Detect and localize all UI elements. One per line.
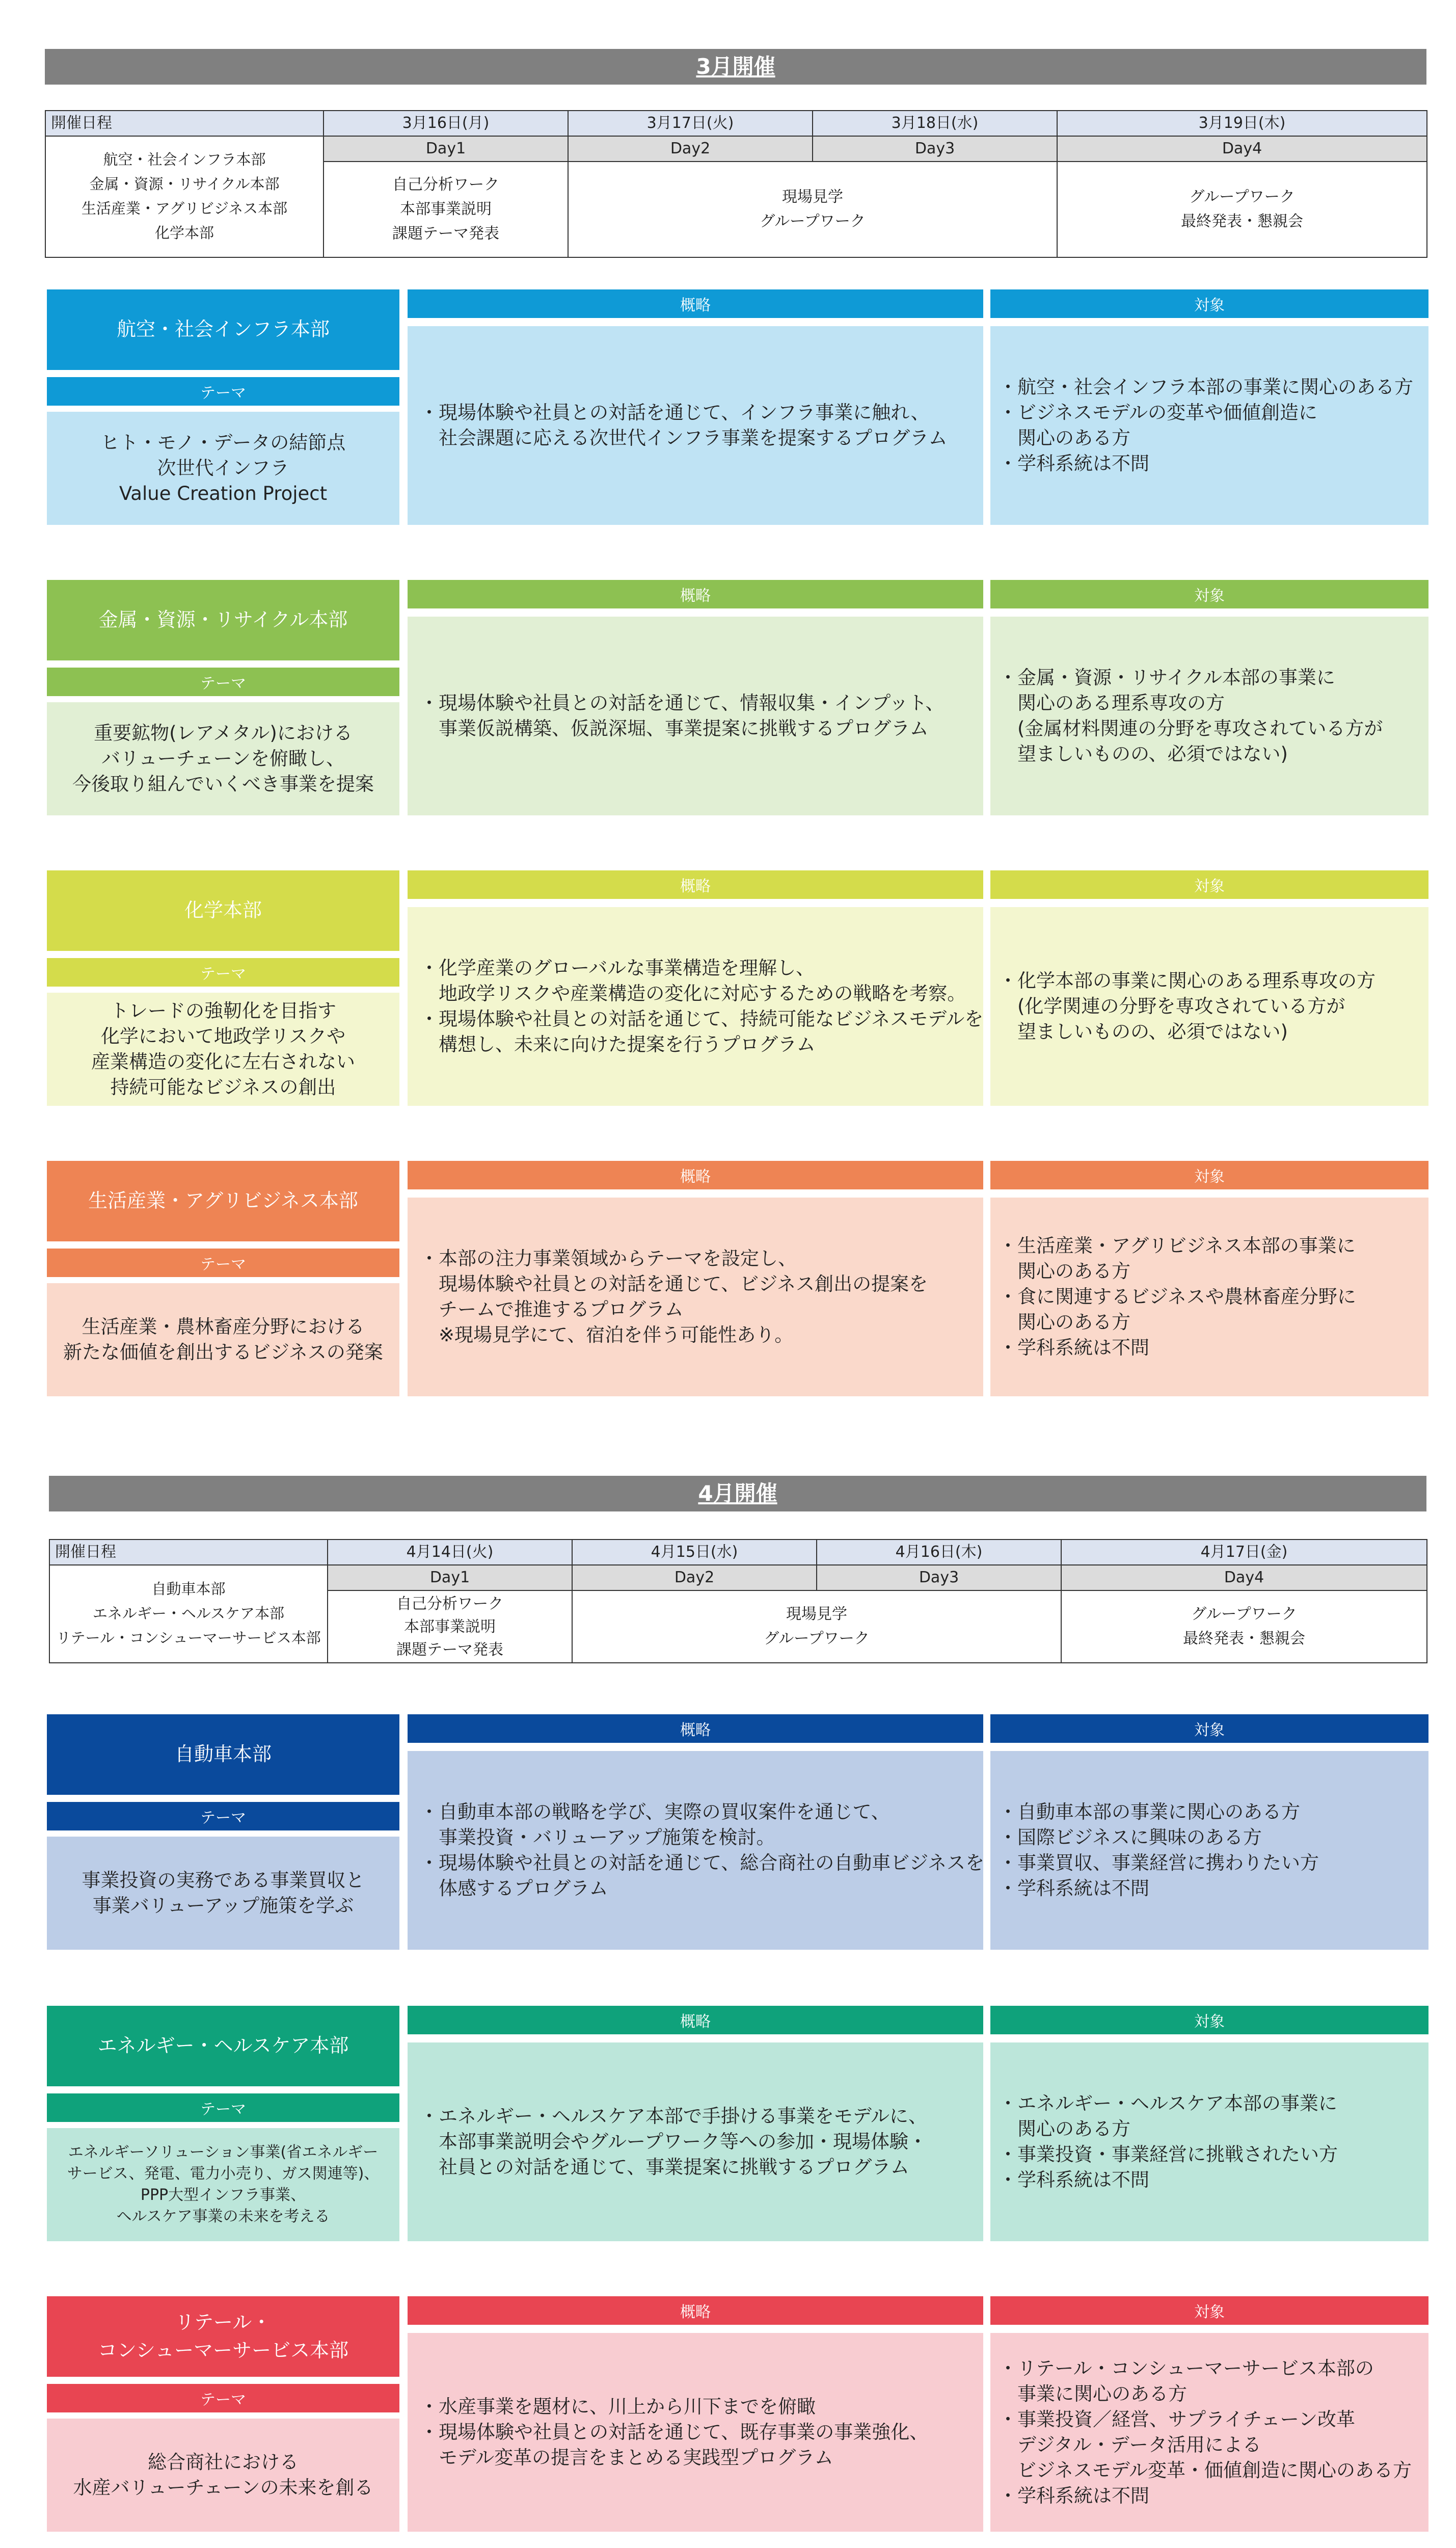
target-header: 対象: [990, 580, 1428, 608]
march-banner: [45, 49, 1426, 85]
theme-label: テーマ: [47, 1249, 399, 1277]
overview-header: 概略: [408, 1161, 983, 1189]
overview-line: ※現場見学にて、宿泊を伴う可能性あり。: [420, 1323, 794, 1346]
overview-line: ・エネルギー・ヘルスケア本部で手掛ける事業をモデルに、: [420, 2105, 928, 2128]
overview-line: 事業仮説構築、仮説深堀、事業提案に挑戦するプログラム: [420, 718, 929, 739]
overview-line: ・本部の注力事業領域からテーマを設定し、: [420, 1248, 797, 1270]
april-banner-title: 4月開催: [698, 1481, 777, 1506]
target-header: 対象: [990, 2006, 1428, 2034]
department-section: [47, 870, 1428, 1106]
target-line: ・学科系統は不問: [999, 1336, 1149, 1359]
department-title: [47, 580, 399, 660]
target-line: 関心のある理系専攻の方: [999, 692, 1225, 714]
day1-activities: [323, 162, 568, 257]
activity: 本部事業説明: [400, 200, 492, 218]
department-name-line: 自動車本部: [174, 1743, 272, 1766]
department-title: [47, 1161, 399, 1241]
activity: 自己分析ワーク: [396, 1595, 503, 1613]
theme-line: 今後取り組んでいくべき事業を提案: [72, 773, 374, 795]
activity: 最終発表・懇親会: [1183, 1630, 1305, 1648]
dept-list-item: 化学本部: [154, 224, 214, 242]
theme-line: サービス、発電、電力小売り、ガス関連等)、: [67, 2165, 380, 2183]
date-cell: 3月18日(水): [813, 111, 1057, 136]
overview-line: ・自動車本部の戦略を学び、実際の買収案件を通じて、: [420, 1801, 890, 1823]
target-line: 関心のある方: [999, 2118, 1130, 2140]
department-name-line: 金属・資源・リサイクル本部: [98, 608, 348, 631]
dept-list-item: 生活産業・アグリビジネス本部: [81, 200, 288, 217]
overview-line: 構想し、未来に向けた提案を行うプログラム: [420, 1033, 816, 1055]
department-title: [47, 1714, 399, 1795]
target-content: [990, 2333, 1428, 2532]
activity: 課題テーマ発表: [396, 1640, 503, 1659]
activity: 現場見学: [786, 1605, 847, 1623]
march-banner-title: 3月開催: [696, 54, 775, 79]
department-section: [47, 580, 1428, 815]
schedule-label: 開催日程: [49, 1540, 328, 1565]
target-line: 関心のある方: [999, 427, 1130, 449]
day23-activities: [568, 162, 1057, 257]
activity: グループワーク: [1191, 1605, 1297, 1623]
target-line: ・ビジネスモデルの変革や価値創造に: [999, 402, 1318, 424]
day-cell: Day3: [813, 136, 1057, 162]
april-schedule-table: [49, 1539, 1427, 1663]
department-section: [47, 289, 1428, 525]
overview-header: 概略: [408, 580, 983, 608]
overview-line: ・現場体験や社員との対話を通じて、インフラ事業に触れ、: [420, 402, 930, 424]
target-line: ・航空・社会インフラ本部の事業に関心のある方: [999, 376, 1413, 399]
target-line: ・事業投資・事業経営に挑戦されたい方: [999, 2143, 1338, 2165]
theme-line: 重要鉱物(レアメタル)における: [94, 722, 353, 745]
overview-line: 社会課題に応える次世代インフラ事業を提案するプログラム: [420, 427, 948, 449]
overview-header: 概略: [408, 2006, 983, 2034]
department-name-line: 航空・社会インフラ本部: [116, 318, 330, 341]
overview-content: [408, 326, 983, 525]
target-line: ・食に関連するビジネスや農林畜産分野に: [999, 1286, 1356, 1308]
target-line: (化学関連の分野を専攻されている方が: [999, 995, 1345, 1018]
day-cell: Day3: [817, 1565, 1061, 1590]
activity: グループワーク: [760, 213, 866, 230]
activity: グループワーク: [1189, 188, 1295, 206]
overview-content: [408, 2333, 983, 2532]
dept-list-item: 金属・資源・リサイクル本部: [89, 175, 280, 193]
target-line: ・学科系統は不問: [999, 2168, 1149, 2191]
overview-line: 本部事業説明会やグループワーク等への参加・現場体験・: [420, 2131, 928, 2153]
date-cell: 4月15日(水): [572, 1540, 817, 1565]
activity: グループワーク: [764, 1630, 870, 1648]
overview-line: ・現場体験や社員との対話を通じて、既存事業の事業強化、: [420, 2421, 929, 2444]
overview-header: 概略: [408, 2296, 983, 2325]
theme-label: テーマ: [47, 2384, 399, 2412]
theme-line: 事業バリューアップ施策を学ぶ: [92, 1895, 354, 1917]
schedule-label: 開催日程: [45, 111, 323, 136]
target-header: 対象: [990, 1714, 1428, 1743]
target-line: ・生活産業・アグリビジネス本部の事業に: [999, 1235, 1356, 1257]
theme-content: [47, 2419, 399, 2532]
target-line: ・エネルギー・ヘルスケア本部の事業に: [999, 2092, 1337, 2115]
day-cell: Day4: [1061, 1565, 1427, 1590]
target-line: (金属材料関連の分野を専攻されている方が: [999, 718, 1383, 739]
theme-line: PPP大型インフラ事業、: [140, 2186, 306, 2204]
target-header: 対象: [990, 1161, 1428, 1189]
target-content: [990, 1198, 1428, 1396]
theme-line: 事業投資の実務である事業買収と: [82, 1869, 365, 1892]
theme-label: テーマ: [47, 958, 399, 987]
day1-activities: [328, 1590, 572, 1663]
theme-line: 次世代インフラ: [157, 457, 289, 480]
department-title: [47, 2006, 399, 2086]
overview-line: 社員との対話を通じて、事業提案に挑戦するプログラム: [420, 2156, 909, 2178]
overview-header: 概略: [408, 289, 983, 318]
target-line: 事業に関心のある方: [999, 2383, 1187, 2405]
department-name-line: コンシューマーサービス本部: [97, 2339, 349, 2361]
target-content: [990, 326, 1428, 525]
overview-line: チームで推進するプログラム: [420, 1298, 684, 1320]
theme-line: 化学において地政学リスクや: [100, 1025, 346, 1048]
department-name-line: 化学本部: [184, 899, 262, 922]
theme-label: テーマ: [47, 2093, 399, 2122]
target-line: ・リテール・コンシューマーサービス本部の: [999, 2357, 1374, 2380]
target-line: ・国際ビジネスに興味のある方: [999, 1826, 1262, 1849]
target-line: 関心のある方: [999, 1260, 1130, 1283]
activity: 本部事業説明: [404, 1617, 496, 1636]
theme-content: [47, 702, 399, 815]
date-cell: 4月14日(火): [328, 1540, 572, 1565]
theme-line: トレードの強靭化を目指す: [110, 1000, 336, 1022]
overview-content: [408, 907, 983, 1106]
theme-label: テーマ: [47, 377, 399, 406]
theme-line: 産業構造の変化に左右されない: [91, 1051, 355, 1073]
theme-content: [47, 412, 399, 525]
activity: 最終発表・懇親会: [1181, 213, 1303, 230]
department-title: [47, 870, 399, 951]
date-cell: 3月17日(火): [568, 111, 813, 136]
overview-line: ・現場体験や社員との対話を通じて、総合商社の自動車ビジネスを: [420, 1852, 985, 1874]
theme-label: テーマ: [47, 1802, 399, 1830]
target-line: ビジネスモデル変革・価値創造に関心のある方: [999, 2459, 1412, 2481]
target-line: ・化学本部の事業に関心のある理系専攻の方: [999, 970, 1376, 992]
target-content: [990, 617, 1428, 815]
activity: 課題テーマ発表: [392, 225, 499, 243]
theme-line: 水産バリューチェーンの未来を創る: [73, 2477, 373, 2499]
day-cell: Day1: [323, 136, 568, 162]
overview-line: ・化学産業のグローバルな事業構造を理解し、: [420, 957, 815, 979]
target-line: ・事業投資／経営、サプライチェーン改革: [999, 2408, 1356, 2431]
target-line: ・学科系統は不問: [999, 1877, 1149, 1899]
theme-line: Value Creation Project: [119, 482, 328, 505]
day-cell: Day4: [1057, 136, 1427, 162]
dept-list-item: リテール・コンシューマーサービス本部: [56, 1629, 321, 1647]
department-section: [47, 1161, 1428, 1396]
overview-line: ・現場体験や社員との対話を通じて、持続可能なビジネスモデルを: [420, 1008, 984, 1030]
march-schedule-table: [45, 110, 1427, 258]
department-title: [47, 2296, 399, 2377]
date-cell: 3月16日(月): [323, 111, 568, 136]
target-line: ・金属・資源・リサイクル本部の事業に: [999, 667, 1335, 689]
department-name-line: リテール・: [175, 2311, 272, 2333]
department-section: [47, 1714, 1428, 1950]
department-title: [47, 289, 399, 370]
department-name-line: エネルギー・ヘルスケア本部: [97, 2034, 349, 2057]
overview-header: 概略: [408, 870, 983, 899]
target-line: 望ましいものの、必須ではない): [999, 742, 1288, 765]
activity: 現場見学: [782, 188, 843, 206]
overview-line: ・現場体験や社員との対話を通じて、情報収集・インプット、: [420, 692, 945, 714]
overview-header: 概略: [408, 1714, 983, 1743]
target-line: 関心のある方: [999, 1311, 1130, 1333]
theme-line: エネルギーソリューション事業(省エネルギー: [68, 2143, 379, 2161]
theme-line: 新たな価値を創出するビジネスの発案: [63, 1341, 383, 1363]
target-line: 望ましいものの、必須ではない): [999, 1020, 1288, 1043]
theme-content: [47, 2128, 399, 2241]
overview-content: [408, 2042, 983, 2241]
overview-content: [408, 1751, 983, 1950]
overview-line: 現場体験や社員との対話を通じて、ビジネス創出の提案を: [420, 1273, 928, 1295]
theme-line: ヒト・モノ・データの結節点: [100, 432, 346, 454]
department-section: [47, 2296, 1428, 2532]
target-header: 対象: [990, 2296, 1428, 2325]
dept-list-item: エネルギー・ヘルスケア本部: [92, 1605, 285, 1623]
theme-line: 生活産業・農林畜産分野における: [82, 1316, 365, 1338]
target-line: デジタル・データ活用による: [999, 2434, 1261, 2456]
target-content: [990, 2042, 1428, 2241]
target-content: [990, 1751, 1428, 1950]
department-section: [47, 2006, 1428, 2241]
theme-content: [47, 1837, 399, 1950]
theme-line: バリューチェーンを俯瞰し、: [101, 748, 345, 770]
department-name-line: 生活産業・アグリビジネス本部: [88, 1189, 358, 1212]
overview-line: モデル変革の提言をまとめる実践型プログラム: [420, 2446, 833, 2469]
theme-content: [47, 993, 399, 1106]
overview-line: 地政学リスクや産業構造の変化に対応するための戦略を考察。: [420, 983, 966, 1005]
target-line: ・学科系統は不問: [999, 452, 1149, 474]
overview-line: 事業投資・バリューアップ施策を検討。: [420, 1826, 775, 1849]
target-header: 対象: [990, 289, 1428, 318]
theme-content: [47, 1283, 399, 1396]
target-content: [990, 907, 1428, 1106]
overview-content: [408, 617, 983, 815]
date-cell: 4月16日(木): [817, 1540, 1061, 1565]
overview-line: ・水産事業を題材に、川上から川下までを俯瞰: [420, 2396, 816, 2418]
april-banner: [49, 1476, 1426, 1511]
date-cell: 3月19日(木): [1057, 111, 1427, 136]
day4-activities: [1057, 162, 1427, 257]
dept-list-item: 自動車本部: [151, 1580, 226, 1598]
theme-line: ヘルスケア事業の未来を考える: [116, 2208, 330, 2225]
day-cell: Day2: [568, 136, 813, 162]
day-cell: Day1: [328, 1565, 572, 1590]
target-line: ・事業買収、事業経営に携わりたい方: [999, 1852, 1319, 1874]
dept-list-item: 航空・社会インフラ本部: [103, 151, 266, 169]
day23-activities: [572, 1590, 1061, 1663]
target-line: ・自動車本部の事業に関心のある方: [999, 1801, 1300, 1823]
theme-label: テーマ: [47, 668, 399, 696]
activity: 自己分析ワーク: [392, 176, 499, 194]
overview-content: [408, 1198, 983, 1396]
target-line: ・学科系統は不問: [999, 2484, 1149, 2507]
target-header: 対象: [990, 870, 1428, 899]
dept-list-cell: [45, 136, 323, 257]
theme-line: 持続可能なビジネスの創出: [110, 1076, 336, 1098]
day4-activities: [1061, 1590, 1427, 1663]
day-cell: Day2: [572, 1565, 817, 1590]
dept-list-cell: [49, 1565, 328, 1663]
date-cell: 4月17日(金): [1061, 1540, 1427, 1565]
theme-line: 総合商社における: [148, 2451, 299, 2474]
overview-line: 体感するプログラム: [420, 1877, 608, 1899]
